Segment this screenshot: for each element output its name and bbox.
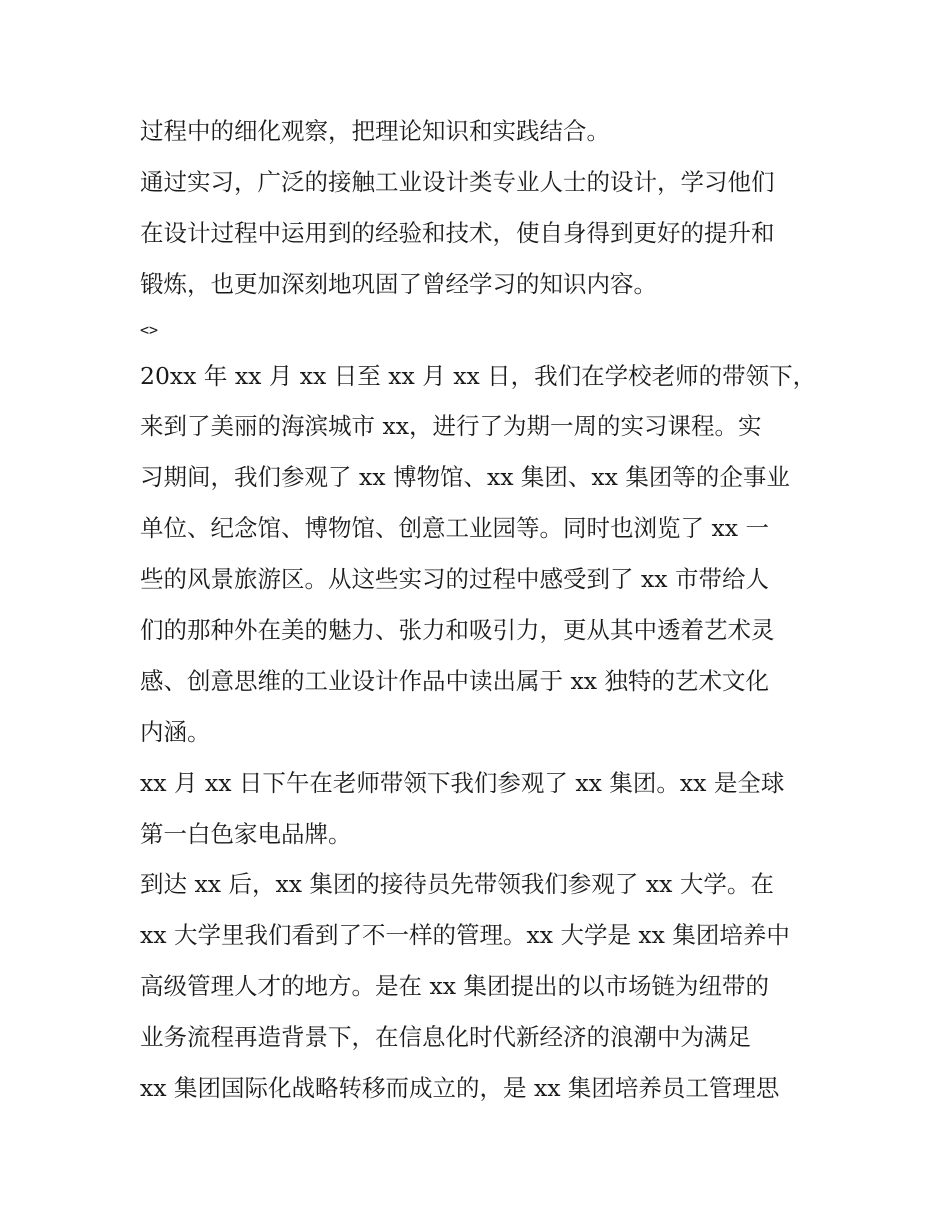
body-text [140,106,830,1114]
text-line: xx 大学里我们看到了不一样的管理。xx 大学是 xx 集团培养中 [140,921,790,950]
text-line: xx 月 xx 日下午在老师带领下我们参观了 xx 集团。xx 是全球 [140,768,785,797]
text-line: 些的风景旅游区。从这些实习的过程中感受到了 xx 市带给人 [140,565,769,594]
text-line: 感、创意思维的工业设计作品中读出属于 xx 独特的艺术文化 [140,666,769,695]
text-line: 来到了美丽的海滨城市 xx，进行了为期一周的实习课程。实 [140,412,762,441]
text-line: xx 集团国际化战略转移而成立的，是 xx 集团培养员工管理思 [140,1074,780,1103]
text-line: 第一白色家电品牌。 [140,819,352,848]
text-line: 在设计过程中运用到的经验和技术，使自身得到更好的提升和 [140,218,775,247]
text-line: 20xx 年 xx 月 xx 日至 xx 月 xx 日，我们在学校老师的带领下， [140,361,817,390]
section-marker: <> [140,320,159,339]
text-line: 习期间，我们参观了 xx 博物馆、xx 集团、xx 集团等的企事业 [140,463,790,492]
text-line: 通过实习，广泛的接触工业设计类专业人士的设计，学习他们 [140,167,775,196]
text-line: 业务流程再造背景下，在信息化时代新经济的浪潮中为满足 [140,1023,751,1052]
text-line: 过程中的细化观察，把理论知识和实践结合。 [140,117,610,145]
text-line: 单位、纪念馆、博物馆、创意工业园等。同时也浏览了 xx 一 [140,514,769,543]
text-line: 到达 xx 后，xx 集团的接待员先带领我们参观了 xx 大学。在 [140,870,774,899]
text-line: 锻炼，也更加深刻地巩固了曾经学习的知识内容。 [140,269,657,298]
text-line: 高级管理人才的地方。是在 xx 集团提出的以市场链为纽带的 [140,972,769,1001]
text-line: 内涵。 [140,717,211,746]
text-line: 们的那种外在美的魅力、张力和吸引力，更从其中透着艺术灵 [140,616,775,645]
